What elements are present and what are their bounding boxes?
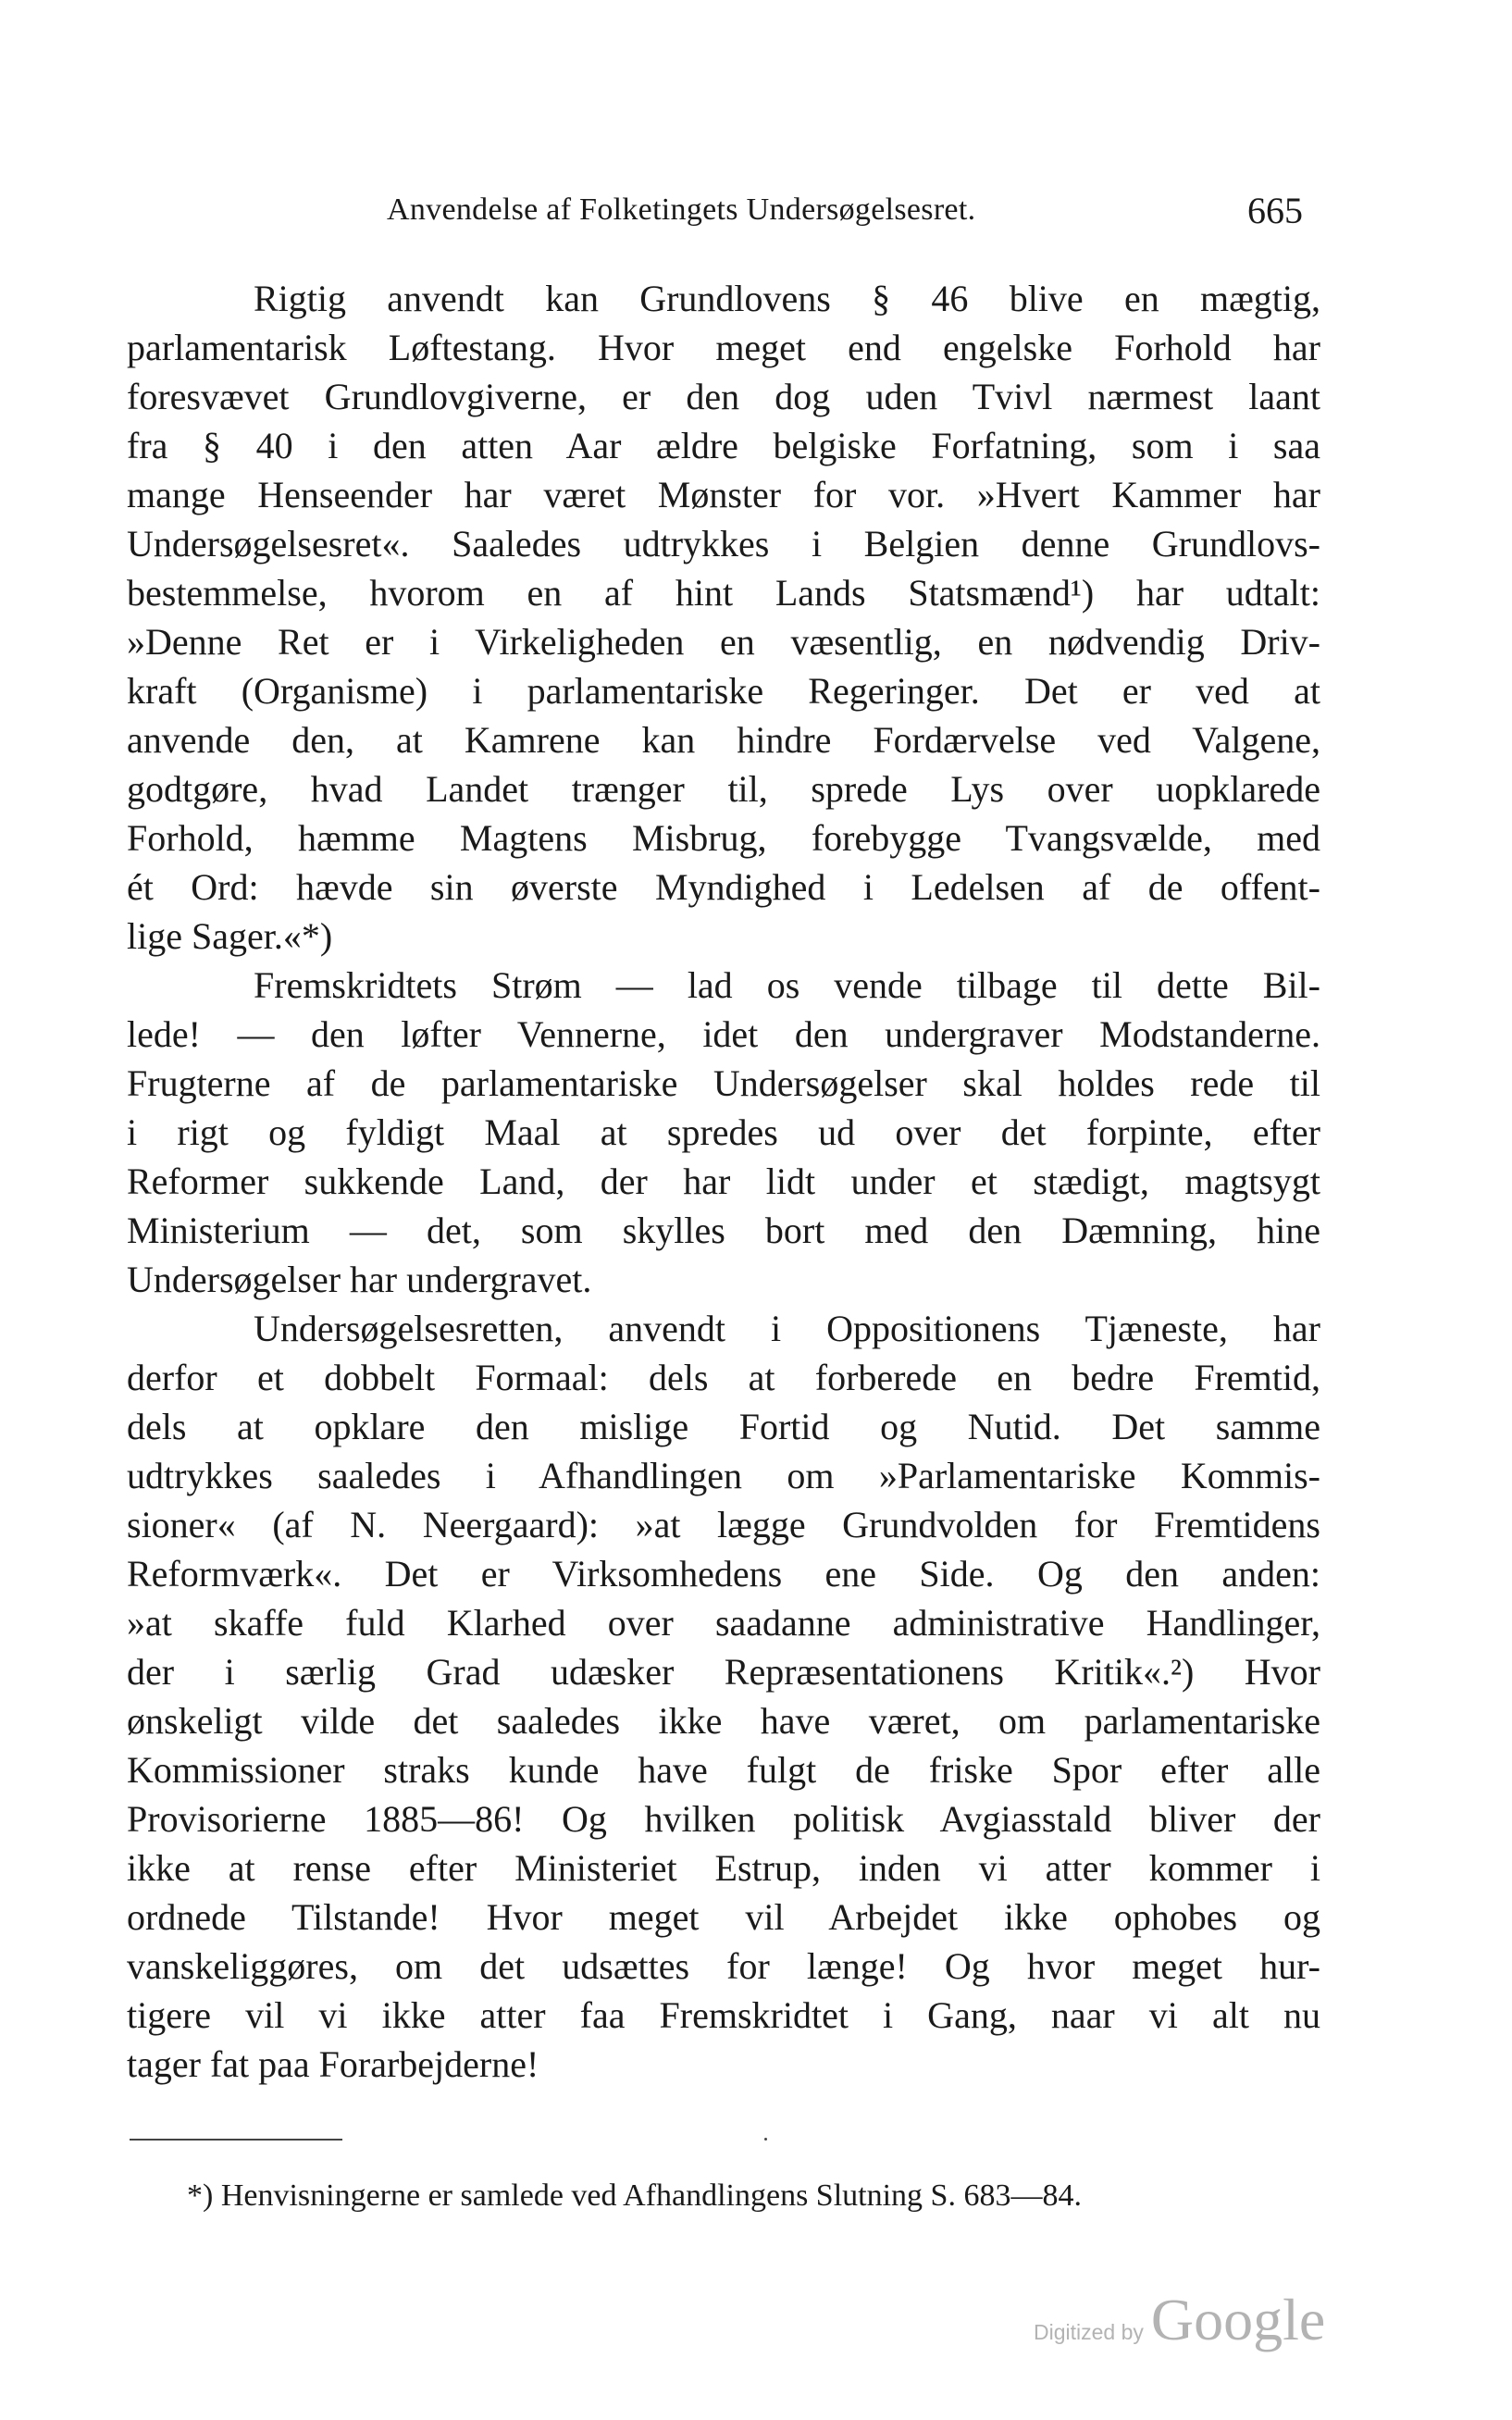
text-line: Fremskridtets Strøm — lad os vende tilbage til dette Bil- [254, 964, 1320, 1006]
watermark-prefix: Digitized by [1034, 2320, 1144, 2344]
text-line: i rigt og fyldigt Maal at spredes ud over det forpinte, efter [127, 1111, 1320, 1153]
text-line: Provisorierne 1885—86! Og hvilken politisk Avgiasstald bliver der [127, 1798, 1320, 1840]
text-line: tager fat paa Forarbejderne! [127, 2043, 539, 2085]
text-line: dels at opklare den mislige Fortid og Nutid. Det samme [127, 1406, 1320, 1447]
text-line: fra § 40 i den atten Aar ældre belgiske Forfatning, som i saa [127, 425, 1320, 466]
text-line: tigere vil vi ikke atter faa Fremskridtet i Gang, naar vi alt nu [127, 1994, 1320, 2036]
text-line: mange Henseender har været Mønster for vor. »Hvert Kammer har [127, 474, 1320, 515]
page-number: 665 [1247, 190, 1303, 231]
text-line: Frugterne af de parlamentariske Undersøgelser skal holdes rede til [127, 1062, 1320, 1104]
footnote-divider-dot [764, 2138, 767, 2141]
text-line: »at skaffe fuld Klarhed over saadanne administrative Handlinger, [127, 1602, 1320, 1644]
text-line: Rigtig anvendt kan Grundlovens § 46 blive en mægtig, [254, 278, 1320, 319]
text-line: lede! — den løfter Vennerne, idet den undergraver Modstanderne. [127, 1013, 1320, 1055]
text-line: kraft (Organisme) i parlamentariske Regeringer. Det er ved at [127, 670, 1320, 712]
body-text [127, 274, 1320, 2089]
text-line: derfor et dobbelt Formaal: dels at forberede en bedre Fremtid, [127, 1357, 1320, 1398]
text-line: der i særlig Grad udæsker Repræsentationens Kritik«.²) Hvor [127, 1651, 1320, 1693]
text-line: anvende den, at Kamrene kan hindre Fordærvelse ved Valgene, [127, 719, 1320, 761]
text-line: Undersøgelsesretten, anvendt i Oppositionens Tjæneste, har [254, 1308, 1320, 1349]
running-head: Anvendelse af Folketingets Undersøgelsesret. [387, 192, 976, 227]
text-line: foresvævet Grundlovgiverne, er den dog uden Tvivl nærmest laant [127, 376, 1320, 417]
text-line: ikke at rense efter Ministeriet Estrup, inden vi atter kommer i [127, 1847, 1320, 1889]
text-line: ét Ord: hævde sin øverste Myndighed i Ledelsen af de offent- [127, 866, 1320, 908]
text-line: ønskeligt vilde det saaledes ikke have været, om parlamentariske [127, 1700, 1320, 1742]
text-line: vanskeliggøres, om det udsættes for længe! Og hvor meget hur- [127, 1945, 1320, 1987]
text-line: lige Sager.«*) [127, 915, 333, 957]
text-line: Forhold, hæmme Magtens Misbrug, forebygge Tvangsvælde, med [127, 817, 1320, 859]
footnote-divider [130, 2139, 342, 2141]
watermark-brand: Google [1150, 2287, 1326, 2352]
text-line: bestemmelse, hvorom en af hint Lands Statsmænd¹) har udtalt: [127, 572, 1320, 614]
digitized-watermark [1034, 2286, 1325, 2354]
text-line: Kommissioner straks kunde have fulgt de friske Spor efter alle [127, 1749, 1320, 1791]
text-line: godtgøre, hvad Landet trænger til, sprede Lys over uopklarede [127, 768, 1320, 810]
text-line: »Denne Ret er i Virkeligheden en væsentlig, en nødvendig Driv- [127, 621, 1320, 663]
text-line: Reformer sukkende Land, der har lidt under et stædigt, magtsygt [127, 1160, 1320, 1202]
text-line: Reformværk«. Det er Virksomhedens ene Side. Og den anden: [127, 1553, 1320, 1595]
text-line: udtrykkes saaledes i Afhandlingen om »Parlamentariske Kommis- [127, 1455, 1320, 1496]
text-line: Ministerium — det, som skylles bort med den Dæmning, hine [127, 1210, 1320, 1251]
text-line: Undersøgelsesret«. Saaledes udtrykkes i Belgien denne Grundlovs- [127, 523, 1320, 565]
text-line: ordnede Tilstande! Hvor meget vil Arbejdet ikke ophobes og [127, 1896, 1320, 1938]
footnote: *) Henvisningerne er samlede ved Afhandlingens Slutning S. 683—84. [187, 2178, 1082, 2213]
text-line: sioner« (af N. Neergaard): »at lægge Grundvolden for Fremtidens [127, 1504, 1320, 1545]
text-line: Undersøgelser har undergravet. [127, 1259, 592, 1300]
text-line: parlamentarisk Løftestang. Hvor meget end engelske Forhold har [127, 327, 1320, 368]
